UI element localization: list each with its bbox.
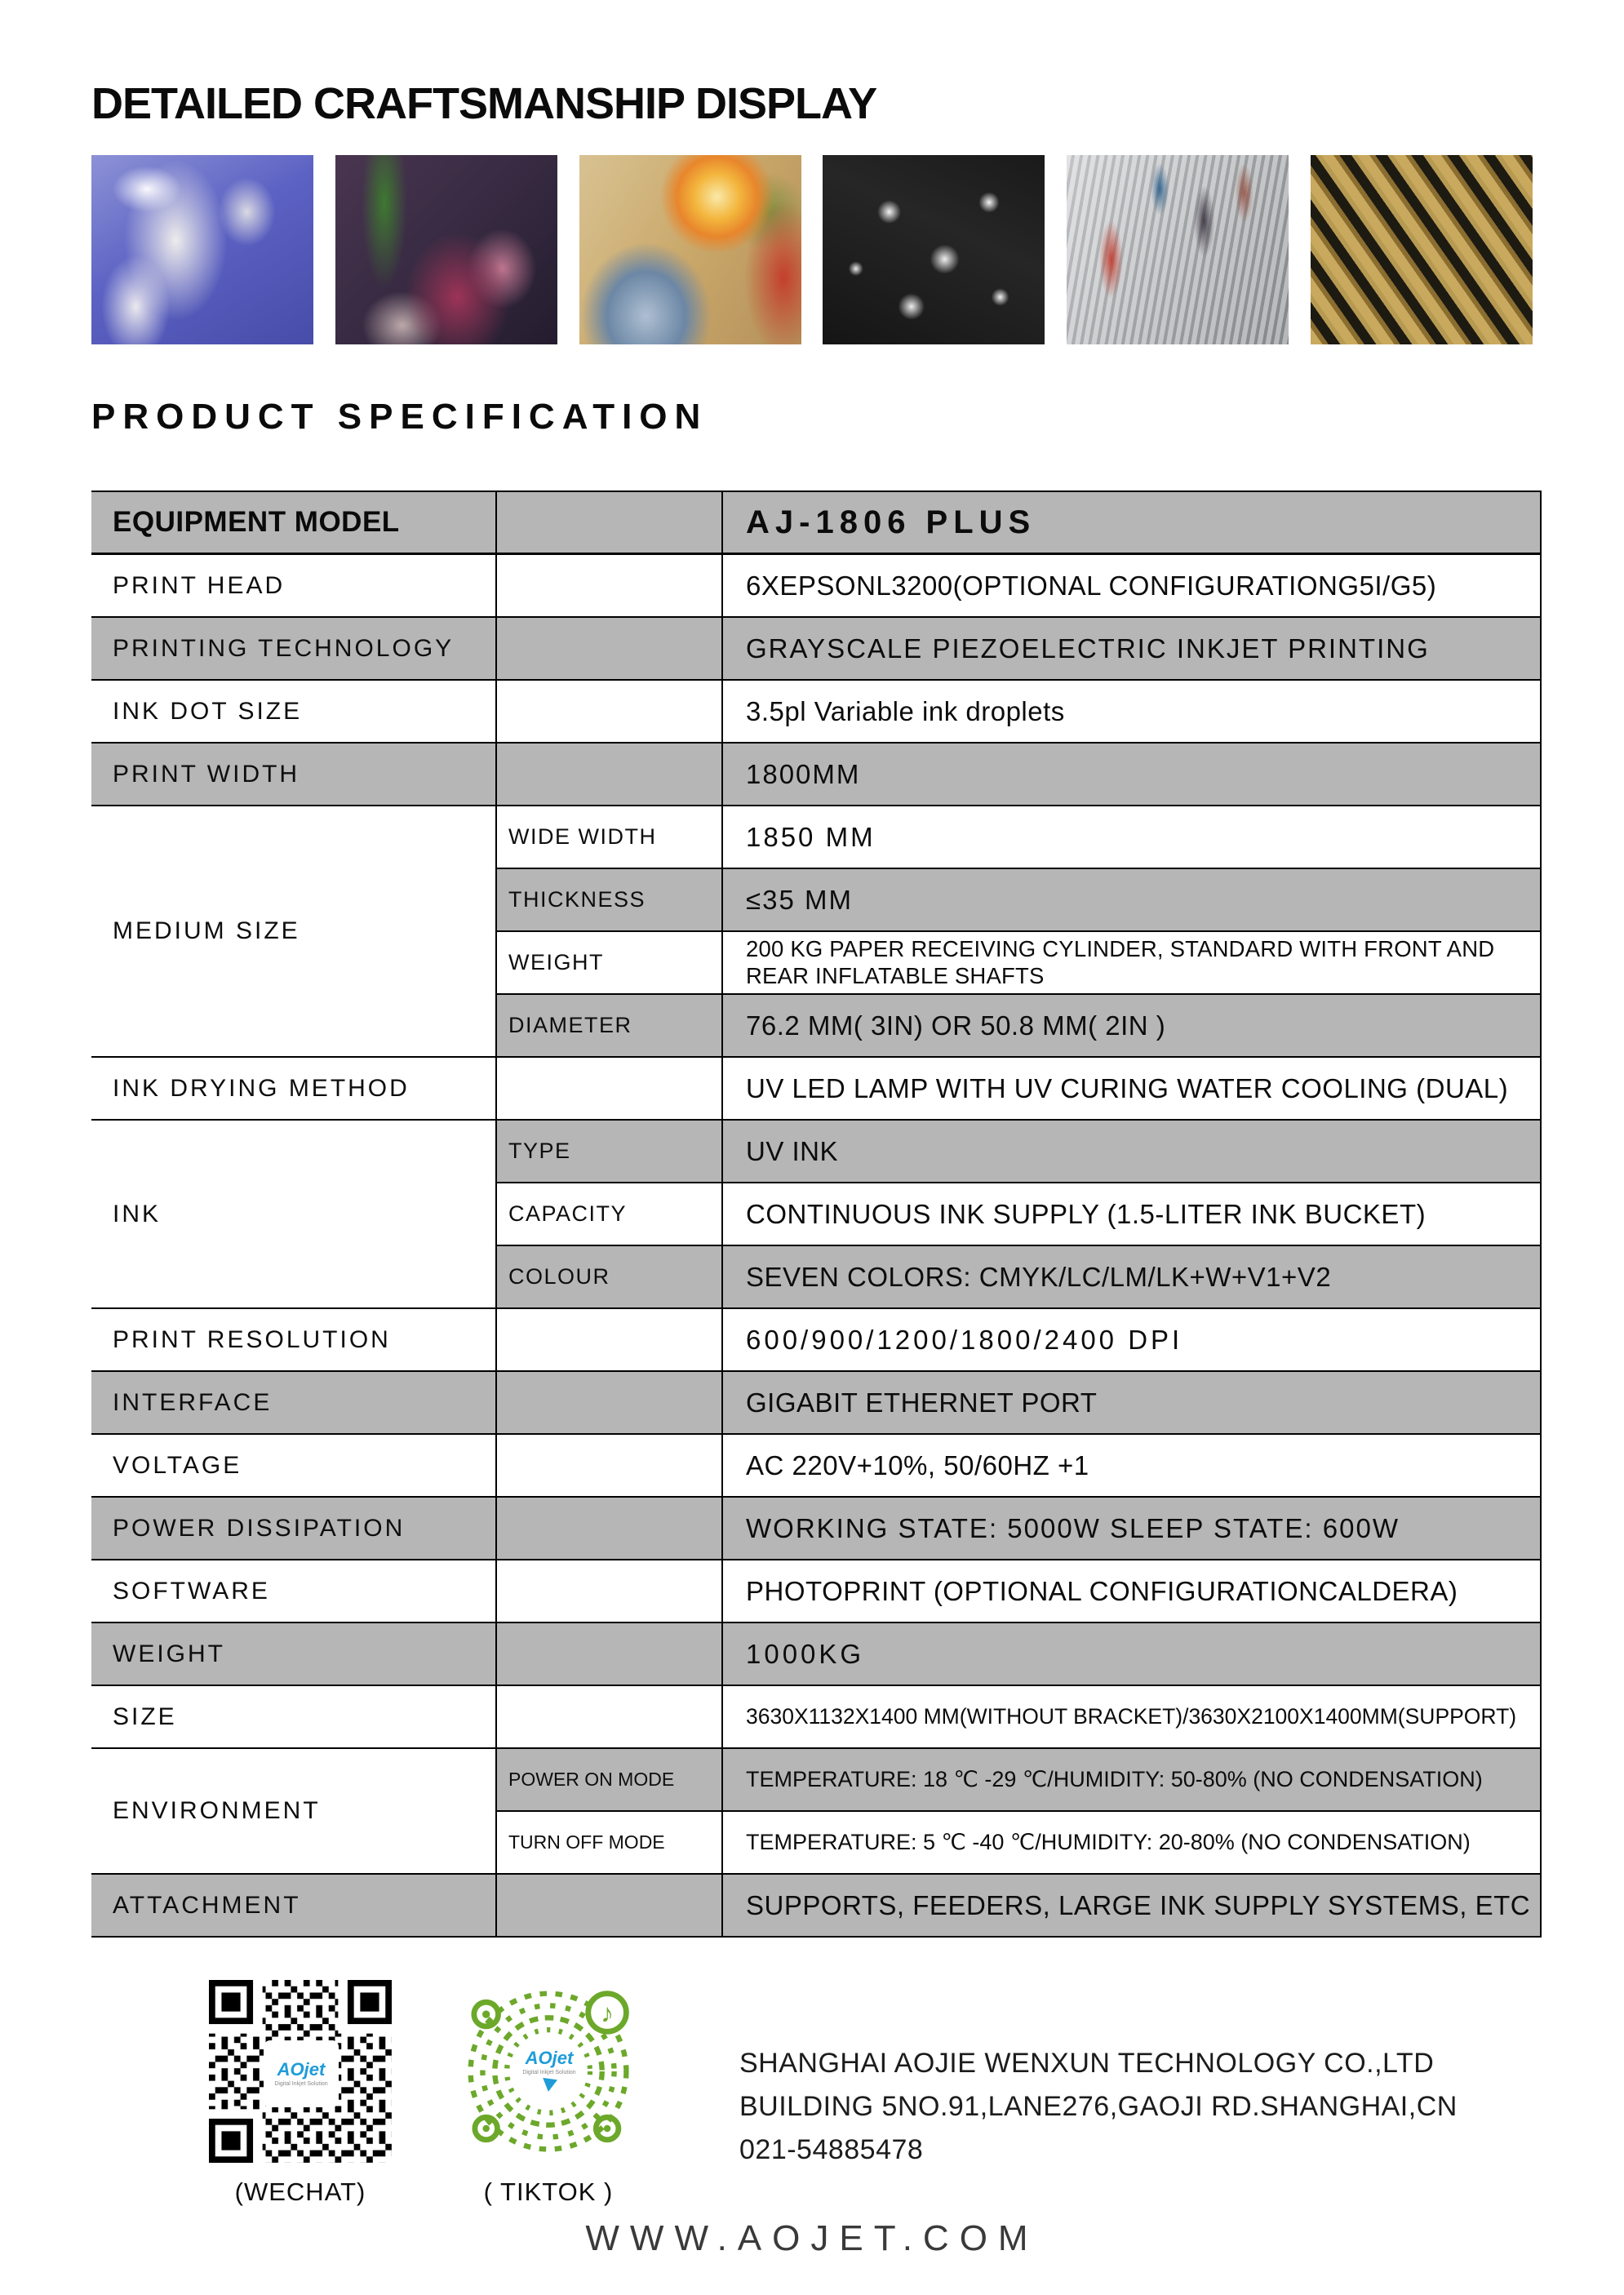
spec-value: CONTINUOUS INK SUPPLY (1.5-LITER INK BUCKET) xyxy=(746,1198,1427,1229)
company-name: SHANGHAI AOJIE WENXUN TECHNOLOGY CO.,LTD xyxy=(739,2048,1435,2079)
spec-spacer-cell xyxy=(495,744,721,806)
spec-value: 200 KG PAPER RECEIVING CYLINDER, STANDARD WITH FRONT AND REAR INFLATABLE SHAFTS xyxy=(746,936,1495,988)
spec-label: INTERFACE xyxy=(113,1388,273,1416)
spec-label-cell xyxy=(91,1372,495,1435)
aojet-logo-text: AOjet xyxy=(525,2048,574,2068)
spec-value-cell xyxy=(721,1875,1540,1938)
spec-sub-label: CAPACITY xyxy=(508,1201,628,1226)
gallery-image-dark-floral-painting xyxy=(335,155,557,344)
gallery-image-gold-black-weave-texture xyxy=(1311,155,1533,344)
spec-group-label-cell xyxy=(91,1121,495,1309)
company-contact-block xyxy=(739,2042,1458,2172)
spec-label-cell xyxy=(91,555,495,618)
spec-spacer-cell xyxy=(495,1372,721,1435)
spec-sub-label: COLOUR xyxy=(508,1264,610,1289)
spec-value-cell xyxy=(721,1246,1540,1309)
spec-value: TEMPERATURE: 5 ℃ -40 ℃/HUMIDITY: 20-80% (NO CONDENSATION) xyxy=(746,1830,1471,1854)
spec-value: 76.2 MM( 3IN) OR 50.8 MM( 2IN ) xyxy=(746,1010,1166,1041)
spec-value: 1850 MM xyxy=(746,821,876,852)
spec-spacer-cell xyxy=(495,1560,721,1623)
spec-value: SUPPORTS, FEEDERS, LARGE INK SUPPLY SYSTEMS, ETC xyxy=(746,1889,1531,1920)
spec-value-cell xyxy=(721,744,1540,806)
spec-label: WEIGHT xyxy=(113,1640,225,1667)
wechat-qr-code xyxy=(204,1975,397,2179)
spec-spacer-cell xyxy=(495,555,721,618)
spec-value-cell xyxy=(721,1623,1540,1686)
spec-value-cell xyxy=(721,555,1540,618)
spec-value: 1000KG xyxy=(746,1638,865,1669)
spec-value: AC 220V+10%, 50/60HZ +1 xyxy=(746,1449,1089,1480)
spec-label-cell xyxy=(91,1686,495,1749)
spec-value-cell xyxy=(721,1435,1540,1498)
spec-value: GIGABIT ETHERNET PORT xyxy=(746,1387,1098,1418)
spec-label: MEDIUM SIZE xyxy=(113,917,300,944)
spec-value-cell xyxy=(721,1812,1540,1875)
spec-value-cell xyxy=(721,618,1540,681)
spec-value-cell xyxy=(721,869,1540,932)
spec-sub-cell xyxy=(495,1812,721,1875)
aojet-v-mark-icon xyxy=(541,2078,557,2093)
spec-value-cell xyxy=(721,1372,1540,1435)
spec-label: PRINTING TECHNOLOGY xyxy=(113,634,455,662)
spec-spacer-cell xyxy=(495,1435,721,1498)
spec-value-cell xyxy=(721,1309,1540,1372)
aojet-logo-tagline: Digital Inkjet Solution xyxy=(274,2081,328,2087)
spec-value: 1800MM xyxy=(746,758,861,789)
aojet-logo xyxy=(264,2040,339,2107)
company-address: BUILDING 5NO.91,LANE276,GAOJI RD.SHANGHAI,CN xyxy=(739,2091,1458,2122)
spec-label: PRINT HEAD xyxy=(113,571,286,599)
product-spec-table xyxy=(91,491,1542,1938)
spec-sub-cell xyxy=(495,806,721,869)
section-heading: PRODUCT SPECIFICATION xyxy=(91,397,708,437)
wechat-qr-label: (WECHAT) xyxy=(234,2177,366,2206)
spec-spacer-cell xyxy=(495,1623,721,1686)
spec-label: ATTACHMENT xyxy=(113,1891,301,1919)
spec-value: GRAYSCALE PIEZOELECTRIC INKJET PRINTING xyxy=(746,633,1430,664)
craftsmanship-gallery xyxy=(91,155,1533,344)
tiktok-qr-code xyxy=(462,1975,635,2179)
spec-label-cell xyxy=(91,1435,495,1498)
spec-sub-label: WIDE WIDTH xyxy=(508,824,657,849)
spec-value-cell xyxy=(721,995,1540,1058)
spec-sub-label: DIAMETER xyxy=(508,1013,632,1037)
spec-value-cell xyxy=(721,1183,1540,1246)
spec-label-cell xyxy=(91,618,495,681)
spec-value: 3.5pl Variable ink droplets xyxy=(746,695,1065,726)
spec-spacer-cell xyxy=(495,618,721,681)
spec-sub-cell xyxy=(495,1183,721,1246)
spec-label: EQUIPMENT MODEL xyxy=(113,506,400,538)
aojet-logo-text: AOjet xyxy=(277,2059,326,2080)
spec-value: 6XEPSONL3200(OPTIONAL CONFIGURATIONG5I/G5) xyxy=(746,570,1437,601)
spec-label: SOFTWARE xyxy=(113,1577,270,1605)
spec-sub-cell xyxy=(495,1749,721,1812)
aojet-logo xyxy=(511,2034,588,2107)
spec-value-cell xyxy=(721,1749,1540,1812)
spec-value-cell xyxy=(721,932,1540,995)
spec-spacer-cell xyxy=(495,1875,721,1938)
spec-spacer-cell xyxy=(495,1686,721,1749)
spec-value: AJ-1806 PLUS xyxy=(746,504,1036,540)
gallery-image-blue-relief-carving xyxy=(91,155,313,344)
spec-spacer-cell xyxy=(495,492,721,555)
spec-value: WORKING STATE: 5000W SLEEP STATE: 600W xyxy=(746,1512,1400,1543)
spec-label-cell xyxy=(91,1498,495,1560)
spec-value: 3630X1132X1400 MM(WITHOUT BRACKET)/3630X2100X1400MM(SUPPORT) xyxy=(746,1704,1517,1729)
aojet-logo-tagline: Digital Inkjet Solution xyxy=(522,2070,576,2075)
company-phone: 021-54885478 xyxy=(739,2134,924,2165)
tiktok-qr-label: ( TIKTOK ) xyxy=(483,2177,614,2206)
spec-value: SEVEN COLORS: CMYK/LC/LM/LK+W+V1+V2 xyxy=(746,1261,1332,1292)
spec-value-cell xyxy=(721,806,1540,869)
spec-sub-label: WEIGHT xyxy=(508,950,604,974)
spec-sub-label: POWER ON MODE xyxy=(508,1769,675,1790)
spec-sub-label: TURN OFF MODE xyxy=(508,1831,665,1853)
gallery-image-textured-figures-painting xyxy=(1067,155,1289,344)
spec-sub-label: THICKNESS xyxy=(508,887,646,912)
music-note-icon: ♪ xyxy=(601,1998,615,2028)
spec-value: 600/900/1200/1800/2400 DPI xyxy=(746,1324,1183,1355)
spec-sub-cell xyxy=(495,1246,721,1309)
spec-label-cell xyxy=(91,1309,495,1372)
spec-value-cell xyxy=(721,1058,1540,1121)
spec-group-label-cell xyxy=(91,806,495,1058)
spec-spacer-cell xyxy=(495,681,721,744)
spec-value-cell xyxy=(721,492,1540,555)
spec-label: INK DRYING METHOD xyxy=(113,1074,410,1102)
spec-label: INK xyxy=(113,1200,162,1227)
spec-value-cell xyxy=(721,1498,1540,1560)
spec-label: SIZE xyxy=(113,1702,177,1730)
website-url: WWW.AOJET.COM xyxy=(585,2218,1039,2258)
spec-sub-cell xyxy=(495,869,721,932)
spec-spacer-cell xyxy=(495,1058,721,1121)
spec-value-cell xyxy=(721,1121,1540,1183)
spec-value-cell xyxy=(721,681,1540,744)
spec-label-cell xyxy=(91,1875,495,1938)
spec-label: ENVIRONMENT xyxy=(113,1797,321,1824)
spec-label-cell xyxy=(91,492,495,555)
page-title: DETAILED CRAFTSMANSHIP DISPLAY xyxy=(91,79,877,128)
spec-value: UV INK xyxy=(746,1135,839,1166)
spec-sub-cell xyxy=(495,995,721,1058)
spec-value: UV LED LAMP WITH UV CURING WATER COOLING (DUAL) xyxy=(746,1072,1509,1103)
spec-label: VOLTAGE xyxy=(113,1451,242,1479)
spec-value: PHOTOPRINT (OPTIONAL CONFIGURATIONCALDERA) xyxy=(746,1575,1458,1606)
spec-label: PRINT WIDTH xyxy=(113,760,300,788)
spec-label-cell xyxy=(91,1058,495,1121)
spec-label-cell xyxy=(91,681,495,744)
spec-label-cell xyxy=(91,1623,495,1686)
spec-label-cell xyxy=(91,1560,495,1623)
spec-value-cell xyxy=(721,1686,1540,1749)
spec-spacer-cell xyxy=(495,1498,721,1560)
spec-sub-label: TYPE xyxy=(508,1139,571,1163)
spec-label: INK DOT SIZE xyxy=(113,697,303,725)
spec-sub-cell xyxy=(495,932,721,995)
gallery-image-orange-rose-oil-painting xyxy=(579,155,801,344)
spec-group-label-cell xyxy=(91,1749,495,1875)
spec-label: PRINT RESOLUTION xyxy=(113,1325,391,1353)
spec-label-cell xyxy=(91,744,495,806)
spec-value: ≤35 MM xyxy=(746,884,853,915)
spec-value-cell xyxy=(721,1560,1540,1623)
spec-value: TEMPERATURE: 18 ℃ -29 ℃/HUMIDITY: 50-80% (NO CONDENSATION) xyxy=(746,1767,1483,1791)
gallery-image-white-blossoms-on-black xyxy=(823,155,1045,344)
spec-sub-cell xyxy=(495,1121,721,1183)
spec-spacer-cell xyxy=(495,1309,721,1372)
spec-label: POWER DISSIPATION xyxy=(113,1514,406,1542)
